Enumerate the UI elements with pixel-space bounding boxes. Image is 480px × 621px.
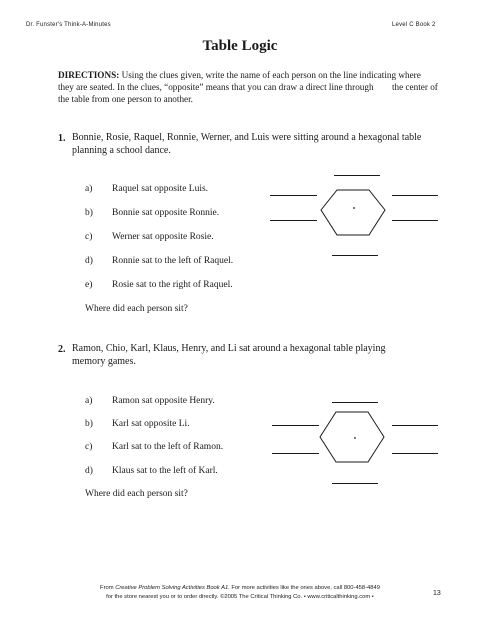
problem-1-seat-blank-upper-right[interactable] bbox=[392, 195, 438, 196]
footer-line-2: for the store nearest you or to order directly. ©2005 The Critical Thinking Co. • www.criticalthinking.com • bbox=[106, 594, 374, 600]
problem-1-seat-blank-lower-right[interactable] bbox=[392, 220, 438, 221]
problem-2-seat-blank-top[interactable] bbox=[332, 402, 378, 403]
footer-line-1 bbox=[0, 585, 480, 591]
problem-1-seat-blank-bottom[interactable] bbox=[332, 255, 378, 256]
problem-2-seat-blank-upper-left[interactable] bbox=[272, 425, 319, 426]
problem-2-clue-a: Ramon sat opposite Henry. bbox=[112, 396, 215, 406]
problem-2-clue-a-letter: a) bbox=[85, 396, 93, 406]
problem-2-clue-b: Karl sat opposite Li. bbox=[112, 419, 190, 429]
problem-2-seat-blank-lower-right[interactable] bbox=[392, 453, 438, 454]
directions-label: DIRECTIONS: bbox=[58, 70, 120, 80]
directions-text: Using the clues given, write the name of each person on the line indicating where they are seated. In the clues, “opposite” means that you can draw a direct line through the center of the table from one person to another. bbox=[58, 70, 441, 104]
problem-1-clue-b: Bonnie sat opposite Ronnie. bbox=[112, 208, 220, 218]
problem-1-clue-c-letter: c) bbox=[85, 232, 93, 242]
problem-2-clue-d-letter: d) bbox=[85, 466, 93, 476]
problem-2-question: Where did each person sit? bbox=[85, 489, 188, 499]
problem-1-clue-b-letter: b) bbox=[85, 208, 93, 218]
problem-1-question: Where did each person sit? bbox=[85, 304, 188, 314]
table-center-dot bbox=[353, 207, 355, 209]
problem-1-seat-blank-upper-left[interactable] bbox=[270, 195, 317, 196]
problem-1-clue-d: Ronnie sat to the left of Raquel. bbox=[112, 256, 234, 266]
problem-2-clue-c-letter: c) bbox=[85, 442, 93, 452]
hexagon-table bbox=[321, 190, 385, 235]
problem-2-seat-blank-bottom[interactable] bbox=[332, 483, 378, 484]
problem-1-seat-blank-lower-left[interactable] bbox=[270, 220, 317, 221]
problem-2-clue-b-letter: b) bbox=[85, 419, 93, 429]
problem-2-seat-blank-lower-left[interactable] bbox=[272, 453, 319, 454]
problem-2-clue-d: Klaus sat to the left of Karl. bbox=[112, 466, 218, 476]
directions bbox=[58, 69, 441, 105]
problem-1-clue-d-letter: d) bbox=[85, 256, 93, 266]
problem-1-table-diagram bbox=[270, 170, 445, 262]
problem-2-table-diagram bbox=[270, 395, 445, 487]
footer-prefix: From bbox=[100, 585, 116, 591]
problem-2-clue-c: Karl sat to the left of Ramon. bbox=[112, 442, 224, 452]
problem-1-clue-a: Raquel sat opposite Luis. bbox=[112, 184, 209, 194]
problem-1-clue-c: Werner sat opposite Rosie. bbox=[112, 232, 214, 242]
problem-1-clue-a-letter: a) bbox=[85, 184, 93, 194]
problem-2-seat-blank-upper-right[interactable] bbox=[392, 425, 438, 426]
table-center-dot bbox=[354, 437, 356, 439]
problem-2-number: 2. bbox=[58, 344, 66, 355]
header-level-book: Level C Book 2 bbox=[392, 22, 436, 28]
problem-1-clue-e: Rosie sat to the right of Raquel. bbox=[112, 280, 233, 290]
footer-book-title: Creative Problem Solving Activities Book A1 bbox=[115, 585, 229, 591]
problem-1-clue-e-letter: e) bbox=[85, 280, 93, 290]
hexagon-table bbox=[320, 412, 384, 462]
page-number: 13 bbox=[433, 590, 441, 597]
problem-1-seat-blank-top[interactable] bbox=[334, 175, 380, 176]
header-book-series: Dr. Funster's Think-A-Minutes bbox=[26, 22, 111, 28]
footer-suffix: . For more activities like the ones above, call 800-458-4849 bbox=[228, 585, 380, 591]
problem-1-text: Bonnie, Rosie, Raquel, Ronnie, Werner, and Luis were sitting around a hexagonal table planning a school dance. bbox=[72, 132, 422, 156]
problem-2-text: Ramon, Chio, Karl, Klaus, Henry, and Li sat around a hexagonal table playing memory games. bbox=[72, 343, 386, 367]
problem-1-number: 1. bbox=[58, 133, 66, 144]
page-title: Table Logic bbox=[202, 38, 278, 54]
